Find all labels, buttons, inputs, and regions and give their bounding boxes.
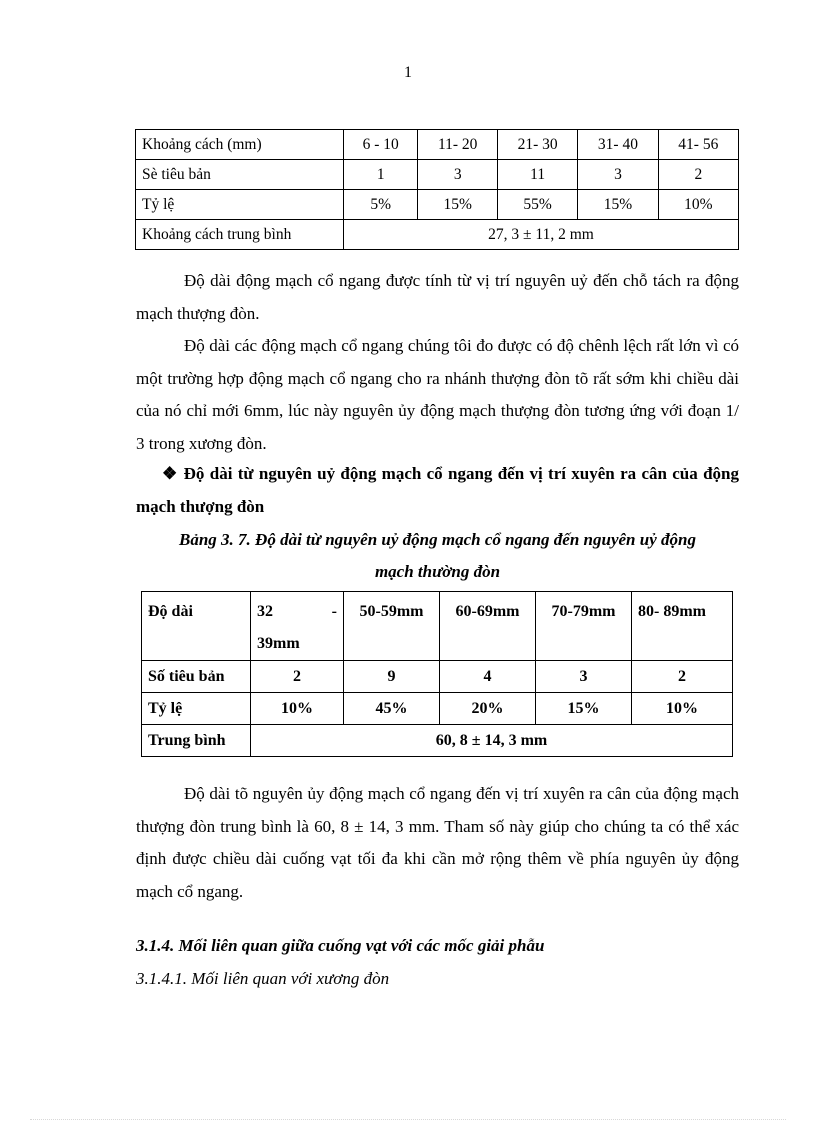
table-cell: 21- 30 xyxy=(497,130,577,160)
table-row xyxy=(142,693,733,725)
table-cell: 3 xyxy=(578,160,658,190)
bullet-heading xyxy=(136,458,739,523)
table-cell: 15% xyxy=(536,693,632,725)
table-row xyxy=(136,190,739,220)
table-cell: Sè tiêu bản xyxy=(136,160,344,190)
split-cell xyxy=(257,596,337,628)
cell-text: 32 xyxy=(257,603,273,620)
subsection-heading: 3.1.4.1. Mối liên quan với xương đòn xyxy=(136,969,390,988)
table-cell: 3 xyxy=(418,160,497,190)
paragraph: Độ dài tõ nguyên ủy động mạch cổ ngang đến vị trí xuyên ra cân của động mạch thượng đòn trung bình là 60, 8 ± 14, 3 mm. Tham số này giúp cho chúng ta có thể xác định được chiều dài cuống vạt tối đa khi cần mở rộng thêm về phía nguyên ủy động mạch cổ ngang. xyxy=(136,784,739,901)
table-cell: Khoảng cách (mm) xyxy=(136,130,344,160)
table-row xyxy=(142,592,733,661)
table-cell: 50-59mm xyxy=(344,592,440,661)
table-cell: 60, 8 ± 14, 3 mm xyxy=(251,725,733,757)
cell-text: 39mm xyxy=(257,635,300,652)
table-cell: 31- 40 xyxy=(578,130,658,160)
table-cell: Khoảng cách trung bình xyxy=(136,220,344,250)
table-cell: 70-79mm xyxy=(536,592,632,661)
table-cell: 41- 56 xyxy=(658,130,738,160)
table-cell: 11 xyxy=(497,160,577,190)
cell-text: - xyxy=(331,603,337,620)
paragraph: Độ dài động mạch cổ ngang được tính từ vị trí nguyên uỷ đến chỗ tách ra động mạch thượng đòn. xyxy=(136,271,739,323)
table-cell: 60-69mm xyxy=(440,592,536,661)
diamond-bullet-icon: ❖ xyxy=(162,464,179,483)
table-cell: 6 - 10 xyxy=(344,130,418,160)
table-cell: 1 xyxy=(344,160,418,190)
table-cell: Số tiêu bản xyxy=(142,661,251,693)
table-cell: 27, 3 ± 11, 2 mm xyxy=(344,220,739,250)
table-row xyxy=(142,661,733,693)
table-cell: 15% xyxy=(578,190,658,220)
table-caption: Bảng 3. 7. Độ dài từ nguyên uỷ động mạch cổ ngang đến nguyên uỷ động xyxy=(179,530,696,549)
table-cell: 55% xyxy=(497,190,577,220)
page-number: 1 xyxy=(404,64,412,81)
table-cell: 10% xyxy=(658,190,738,220)
table-cell xyxy=(251,592,344,661)
table-row xyxy=(136,220,739,250)
table-cell: 20% xyxy=(440,693,536,725)
table-caption-line2: mạch thường đòn xyxy=(374,562,501,581)
table-cell: 2 xyxy=(251,661,344,693)
table-cell: 3 xyxy=(536,661,632,693)
table-cell: 15% xyxy=(418,190,497,220)
length-table xyxy=(141,591,733,757)
table-cell: 10% xyxy=(251,693,344,725)
bullet-heading-text: Độ dài từ nguyên uỷ động mạch cổ ngang đến vị trí xuyên ra cân của động mạch thượng đòn xyxy=(136,464,739,516)
paragraph: Độ dài các động mạch cổ ngang chúng tôi đo được có độ chênh lệch rất lớn vì có một trường hợp động mạch cổ ngang cho ra nhánh thượng đòn tõ rất sớm khi chiều dài của nó chỉ mới 6mm, lúc này nguyên ủy động mạch thượng đòn tương ứng với đoạn 1/ 3 trong xương đòn. xyxy=(136,336,739,453)
table-cell: Tỷ lệ xyxy=(142,693,251,725)
table-cell: 9 xyxy=(344,661,440,693)
table-cell: 2 xyxy=(658,160,738,190)
table-cell: 11- 20 xyxy=(418,130,497,160)
table-row xyxy=(136,160,739,190)
table-cell: Độ dài xyxy=(142,592,251,661)
section-heading: 3.1.4. Mối liên quan giữa cuống vạt với các mốc giải phẫu xyxy=(136,936,545,955)
table-cell: Tỷ lệ xyxy=(136,190,344,220)
table-cell: 5% xyxy=(344,190,418,220)
table-row xyxy=(136,130,739,160)
table-cell: 45% xyxy=(344,693,440,725)
table-cell: 10% xyxy=(632,693,733,725)
distance-table xyxy=(135,129,739,250)
table-cell: 80- 89mm xyxy=(632,592,733,661)
table-cell: 4 xyxy=(440,661,536,693)
page-divider xyxy=(30,1119,786,1120)
table-row xyxy=(142,725,733,757)
table-cell: 2 xyxy=(632,661,733,693)
table-cell: Trung bình xyxy=(142,725,251,757)
